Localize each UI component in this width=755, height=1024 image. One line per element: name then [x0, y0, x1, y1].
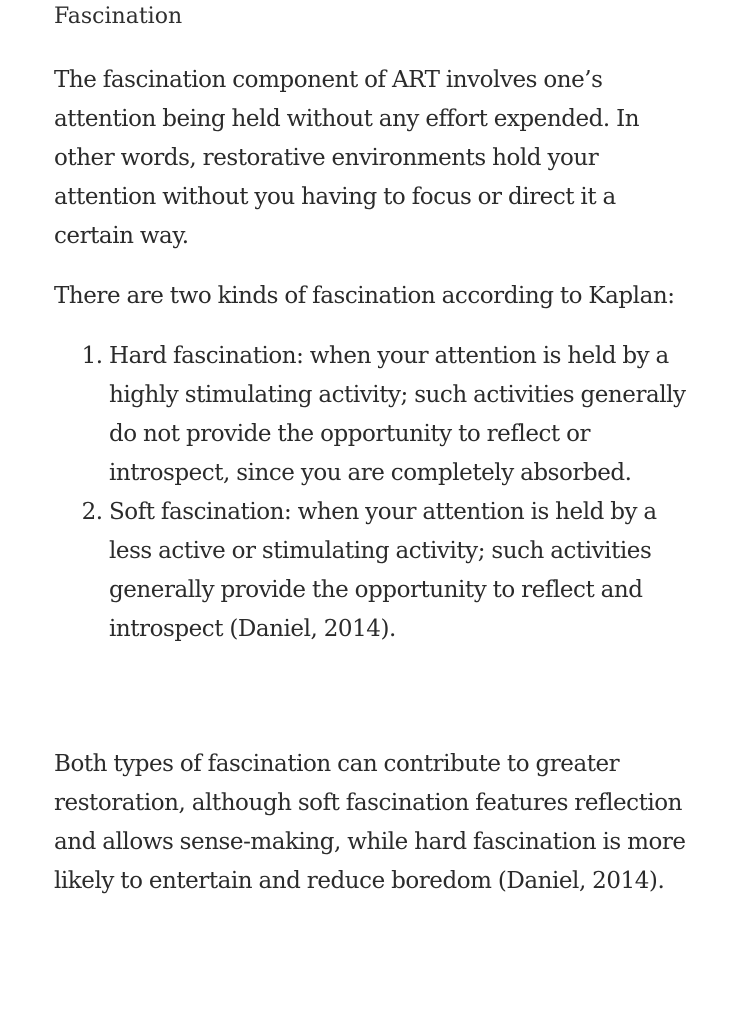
article-body	[54, 0, 694, 901]
paragraph-both-types: Both types of fascination can contribute to greater restoration, although soft fascination features reflection and allows sense-making, while hard fascination is more likely to entertain and reduce boredom (Daniel, 2014).	[54, 751, 686, 894]
list-item-soft-fascination: 2. Soft fascination: when your attention is held by a less active or stimulating activity; such activities generally provide the opportunity to reflect and introspect (Daniel, 2014).	[109, 493, 694, 649]
paragraph-two-kinds: There are two kinds of fascination according to Kaplan:	[54, 283, 675, 309]
section-heading: Fascination	[54, 4, 183, 29]
fascination-types-list	[54, 337, 694, 649]
paragraph-art-fascination: The fascination component of ART involves one’s attention being held without any effort expended. In other words, restorative environments hold your attention without you having to focus or direct it a certain way.	[54, 67, 640, 249]
list-item-hard-fascination: 1. Hard fascination: when your attention is held by a highly stimulating activity; such activities generally do not provide the opportunity to reflect or introspect, since you are completely absorbed.	[109, 337, 694, 493]
